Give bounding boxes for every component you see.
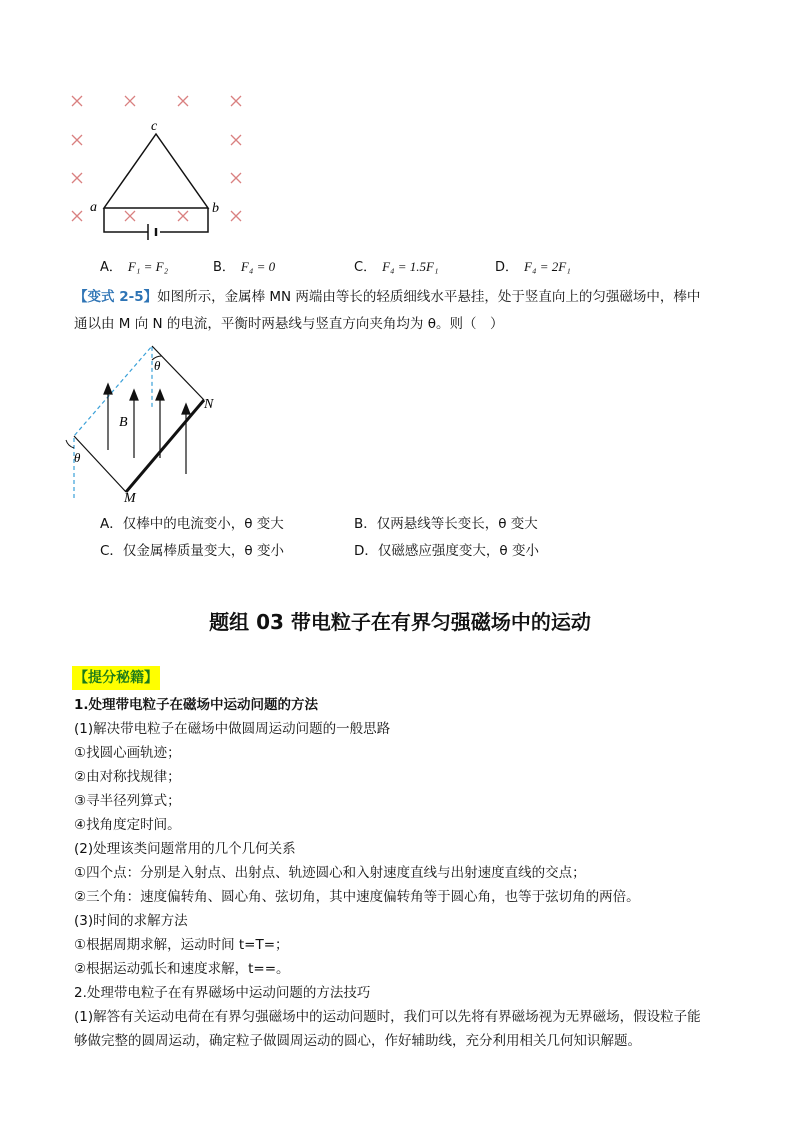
option-b[interactable]: B． F₄ = 0 (213, 259, 276, 275)
content-l8: ②根据运动弧长和速度求解，t==。 (74, 961, 290, 977)
option2-b[interactable]: B．仅两悬线等长变长，θ 变大 (354, 516, 538, 532)
field-arrows (104, 384, 190, 474)
label-m: M (124, 491, 136, 505)
option2-d[interactable]: D．仅磁感应强度变大，θ 变小 (354, 543, 539, 559)
option2-a[interactable]: A．仅棒中的电流变小，θ 变大 (100, 516, 284, 532)
content-l2: ②由对称找规律； (74, 769, 181, 785)
variant-tag: 【变式 2-5】 (74, 289, 158, 305)
heading-method: 1.处理带电粒子在磁场中运动问题的方法 (74, 697, 319, 713)
label-theta-top: θ (154, 358, 161, 373)
label-b: b (212, 201, 219, 216)
triangle-circuit-figure (60, 90, 260, 250)
tips-badge: 【提分秘籍】 (72, 666, 160, 690)
variant-question-line2: 通以由 M 向 N 的电流，平衡时两悬线与竖直方向夹角均为 θ。则（ ） (74, 316, 504, 332)
content-p4a: (1)解答有关运动电荷在有界匀强磁场中的运动问题时，我们可以先将有界磁场视为无界磁场，假设粒子能 (74, 1009, 701, 1025)
label-c: c (151, 119, 158, 134)
rod-frame (74, 346, 204, 492)
label-a: a (90, 200, 97, 215)
triangle-wire (104, 134, 208, 240)
option-c[interactable]: C． F₄ = 1.5F₁ (354, 259, 439, 275)
content-p3: (3)时间的求解方法 (74, 913, 188, 929)
metal-rod-mn (126, 400, 204, 492)
variant-question-line1: 【变式 2-5】如图所示，金属棒 MN 两端由等长的轻质细线水平悬挂，处于竖直向上的匀强磁场中，棒中 (74, 289, 701, 305)
content-p4b: 够做完整的圆周运动，确定粒子做圆周运动的圆心，作好辅助线，充分利用相关几何知识解题。 (74, 1033, 641, 1049)
content-l4: ④找角度定时间。 (74, 817, 181, 833)
option2-c[interactable]: C．仅金属棒质量变大，θ 变小 (100, 543, 284, 559)
label-theta-left: θ (74, 450, 81, 465)
content-p2: (2)处理该类问题常用的几个几何关系 (74, 841, 296, 857)
content-l6: ②三个角：速度偏转角、圆心角、弦切角，其中速度偏转角等于圆心角，也等于弦切角的两倍。 (74, 889, 640, 905)
metal-rod-figure (64, 340, 234, 505)
theta-arc-left (66, 440, 74, 448)
label-n: N (204, 397, 214, 412)
label-b-field: B (119, 415, 128, 430)
content-l3: ③寻半径列算式； (74, 793, 181, 809)
content-p1: (1)解决带电粒子在磁场中做圆周运动问题的一般思路 (74, 721, 391, 737)
heading-technique: 2.处理带电粒子在有界磁场中运动问题的方法技巧 (74, 985, 371, 1001)
content-l7: ①根据周期求解，运动时间 t=T=； (74, 937, 289, 953)
option-a[interactable]: A． F₁ = F₂ (100, 259, 169, 275)
content-l1: ①找圆心画轨迹； (74, 745, 181, 761)
content-l5: ①四个点：分别是入射点、出射点、轨迹圆心和入射速度直线与出射速度直线的交点； (74, 865, 586, 881)
option-d[interactable]: D． F₄ = 2F₁ (495, 259, 571, 275)
section-title: 题组 03 带电粒子在有界匀强磁场中的运动 (209, 610, 591, 634)
